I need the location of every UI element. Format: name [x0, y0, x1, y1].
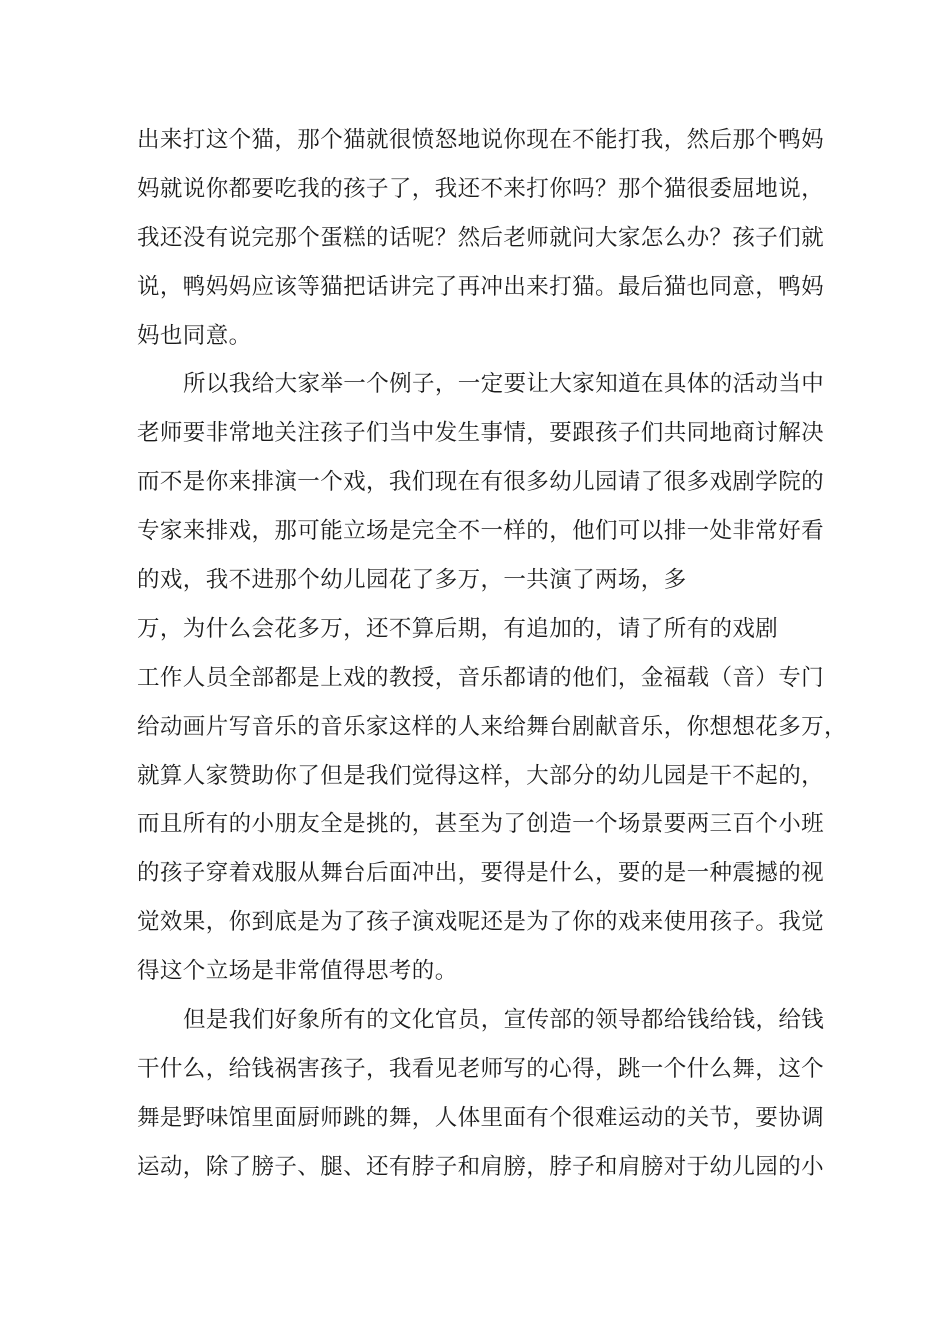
text-line: 说，鸭妈妈应该等猫把话讲完了再冲出来打猫。最后猫也同意，鸭妈	[137, 273, 825, 300]
paragraph-3	[137, 996, 825, 1192]
text-line: 我还没有说完那个蛋糕的话呢？然后老师就问大家怎么办？孩子们就	[137, 224, 825, 251]
text-line: 所以我给大家举一个例子，一定要让大家知道在具体的活动当中	[183, 371, 825, 398]
text-line: 而且所有的小朋友全是挑的，甚至为了创造一个场景要两三百个小班	[137, 811, 825, 838]
text-line: 干什么，给钱祸害孩子，我看见老师写的心得，跳一个什么舞，这个	[137, 1055, 825, 1082]
text-line: 专家来排戏，那可能立场是完全不一样的，他们可以排一处非常好看	[137, 518, 825, 545]
text-line: 的孩子穿着戏服从舞台后面冲出，要得是什么，要的是一种震撼的视	[137, 860, 825, 887]
text-line: 就算人家赞助你了但是我们觉得这样，大部分的幼儿园是干不起的，	[137, 762, 825, 789]
text-line: 老师要非常地关注孩子们当中发生事情，要跟孩子们共同地商讨解决	[137, 420, 825, 447]
text-line: 工作人员全部都是上戏的教授，音乐都请的他们，金福载（音）专门	[137, 664, 825, 691]
text-line: 得这个立场是非常值得思考的。	[137, 958, 458, 985]
paragraph-1	[137, 116, 825, 360]
text-line: 出来打这个猫，那个猫就很愤怒地说你现在不能打我，然后那个鸭妈	[137, 127, 825, 153]
text-line: 觉效果，你到底是为了孩子演戏呢还是为了你的戏来使用孩子。我觉	[137, 909, 825, 936]
text-line: 但是我们好象所有的文化官员，宣传部的领导都给钱给钱，给钱	[183, 1007, 825, 1034]
text-line: 给动画片写音乐的音乐家这样的人来给舞台剧献音乐，你想想花多万，	[137, 713, 847, 740]
text-line: 舞是野味馆里面厨师跳的舞，人体里面有个很难运动的关节，要协调	[137, 1104, 825, 1131]
text-line: 妈也同意。	[137, 322, 252, 349]
text-line: 而不是你来排演一个戏，我们现在有很多幼儿园请了很多戏剧学院的	[137, 469, 825, 496]
text-line: 的戏，我不进那个幼儿园花了多万，一共演了两场，多	[137, 567, 687, 594]
body-text	[137, 116, 847, 1192]
text-line: 妈就说你都要吃我的孩子了，我还不来打你吗？那个猫很委屈地说，	[137, 175, 825, 202]
text-line: 万，为什么会花多万，还不算后期，有追加的，请了所有的戏剧	[137, 615, 779, 642]
paragraph-2	[137, 360, 847, 996]
text-line: 运动，除了膀子、腿、还有脖子和肩膀，脖子和肩膀对于幼儿园的小	[137, 1153, 825, 1180]
